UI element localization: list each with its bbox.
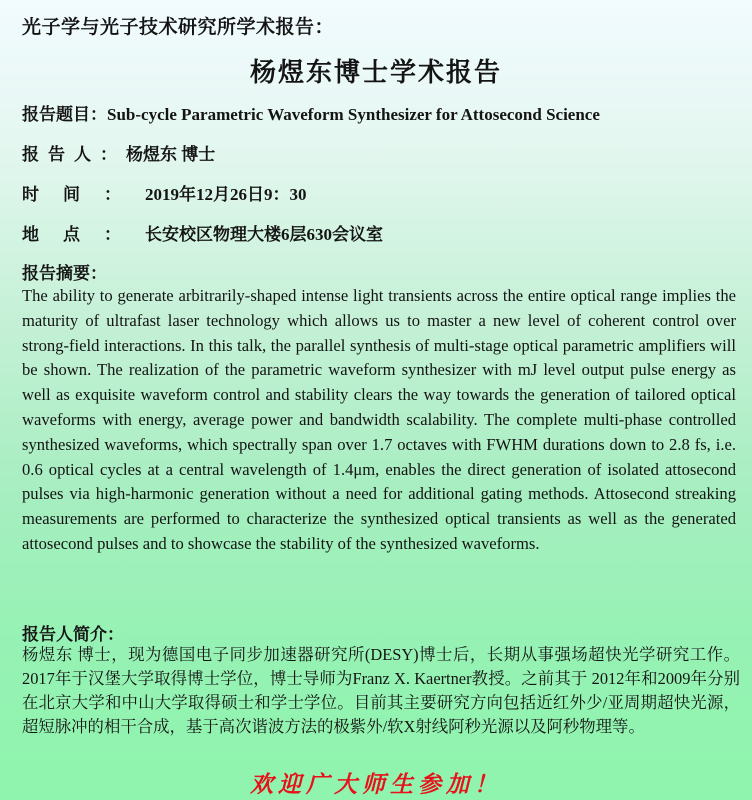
speaker-row [22,140,215,165]
time-label: 时间： [22,185,145,205]
time-value: 2019年12月26日9：30 [145,185,307,204]
institute-heading: 光子学与光子技术研究所学术报告： [22,16,335,38]
abstract-heading: 报告摘要： [22,264,107,284]
welcome-slogan: 欢迎广大师生参加！ [250,771,502,798]
time-row [22,180,307,205]
bio-heading: 报告人简介： [22,625,124,645]
abstract-text: The ability to generate arbitrarily-shaped intense light transients across the entire optical range implies the maturity of ultrafast laser technology which allows us to master a new level of coherent control over strong-field interactions. In this talk, the parallel synthesis of multi-stage optical parametric amplifiers will be shown. The realization of the parametric waveform synthesizer with mJ level output pulse energy as well as exquisite waveform control and stability clears the way towards the generation of tailored optical waveforms with energy, average power and bandwidth scalability. The complete multi-phase controlled synthesized waveforms, which spectrally span over 1.7 octaves with FWHM durations down to 2.8 fs, i.e. 0.6 optical cycles at a central wavelength of 1.4μm, enables the direct generation of isolated attosecond pulses via high-harmonic generation without a need for additional gating methods. Attosecond streaking measurements are performed to characterize the synthesized optical transients as well as the generated attosecond pulses and to showcase the stability of the synthesized waveforms. [22,286,736,553]
topic-label: 报告题目： [22,105,107,125]
topic-row [22,100,600,125]
bio-text: 杨煜东 博士，现为德国电子同步加速器研究所(DESY)博士后，长期从事强场超快光学研究工作。2017年于汉堡大学取得博士学位，博士导师为Franz X. Kaertner教授。之前其于 2012年和2009年分别在北京大学和中山大学取得硕士和学士学位。目前其主要研究方向包括近红外少/亚周期超快光源，超短脉冲的相干合成，基于高次谐波方法的极紫外/软X射线阿秒光源以及阿秒物理等。 [22,645,740,736]
page-title: 杨煜东博士学术报告 [249,58,502,88]
place-row [22,220,383,245]
speaker-label: 报告人： [22,145,126,165]
speaker-value: 杨煜东 博士 [126,145,216,164]
place-label: 地点： [22,225,145,245]
topic-value: Sub-cycle Parametric Waveform Synthesizer for Attosecond Science [107,105,600,124]
place-value: 长安校区物理大楼6层630会议室 [145,225,383,244]
